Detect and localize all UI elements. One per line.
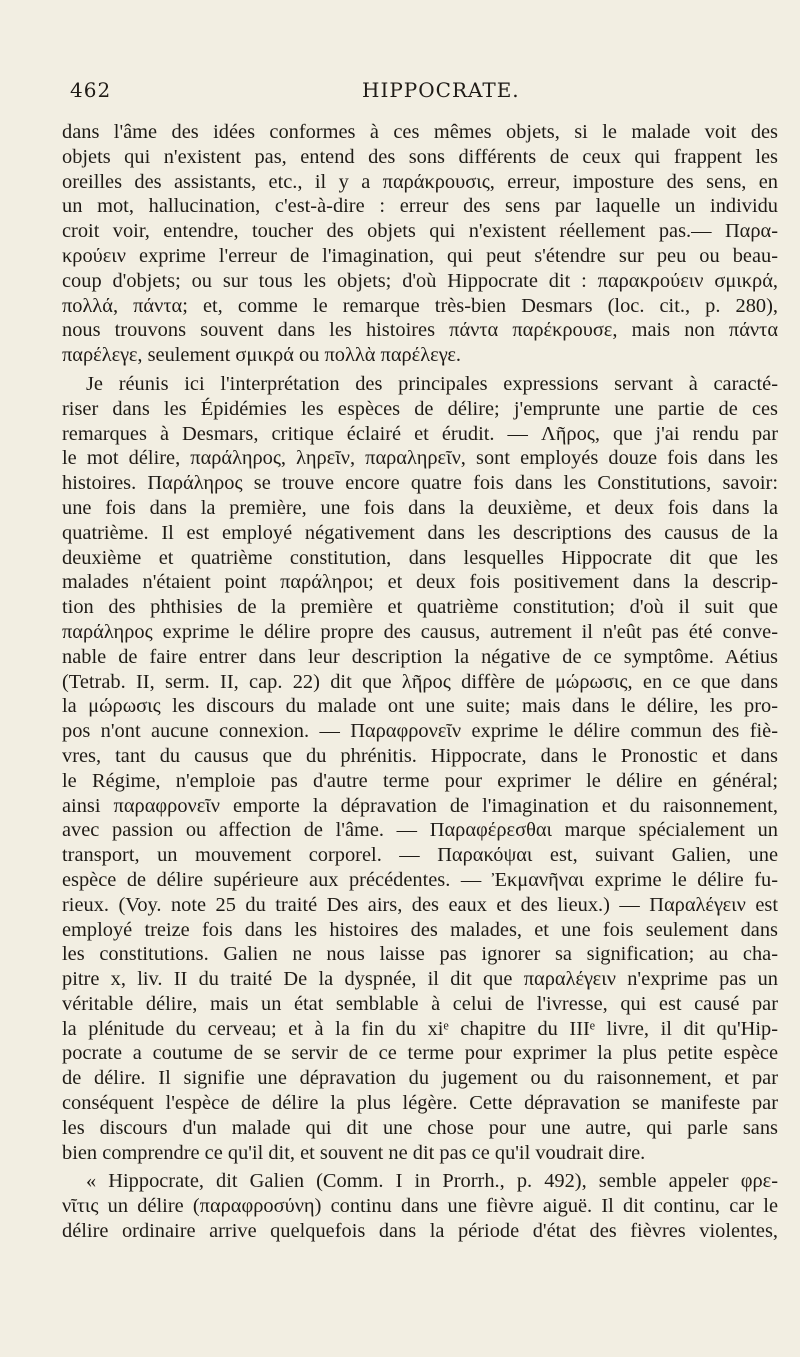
text-line: de délire. Il signifie une dépravation du jugement ou du raisonnement, et par xyxy=(62,1067,778,1090)
text-line: rieux. (Voy. note 25 du traité Des airs, des eaux et des lieux.) — Παραλέγειν est xyxy=(62,893,778,916)
text-line: dans l'âme des idées conformes à ces mêmes objets, si le malade voit des xyxy=(62,121,778,143)
text-line: conséquent l'espèce de délire la plus légère. Cette dépravation se manifeste par xyxy=(62,1092,778,1115)
text-line: pitre x, liv. II du traité De la dyspnée, il dit que παραλέγειν n'exprime pas un xyxy=(62,968,778,991)
text-line: les constitutions. Galien ne nous laisse pas ignorer sa signification; au cha- xyxy=(62,943,778,966)
text-line: « Hippocrate, dit Galien (Comm. I in Prorrh., p. 492), semble appeler φρε- xyxy=(86,1170,778,1193)
text-line: avec passion ou affection de l'âme. — Παραφέρεσθαι marque spécialement un xyxy=(62,819,778,842)
text-line: (Tetrab. II, serm. II, cap. 22) dit que λῆρος diffère de μώρωσις, en ce que dans xyxy=(62,670,778,693)
text-line: pocrate a coutume de se servir de ce terme pour exprimer la plus petite espèce xyxy=(62,1042,778,1065)
page-header xyxy=(62,78,778,112)
text-line: Je réunis ici l'interprétation des principales expressions servant à caracté- xyxy=(86,372,778,395)
text-line: nous trouvons souvent dans les histoires πάντα παρέκρουσε, mais non πάντα xyxy=(62,319,778,342)
page-number: 462 xyxy=(70,78,112,102)
paragraph-2 xyxy=(62,372,778,1166)
text-line: vres, tant du causus que du phrénitis. Hippocrate, dans le Pronostic et dans xyxy=(62,744,778,767)
text-line: oreilles des assistants, etc., il y a παράκρουσις, erreur, imposture des sens, en xyxy=(62,170,778,193)
text-line: pos n'ont aucune connexion. — Παραφρονεῖν exprime le délire commun des fiè- xyxy=(62,720,778,743)
text-line: deuxième et quatrième constitution, dans lesquelles Hippocrate dit que les xyxy=(62,546,778,569)
text-line: quatrième. Il est employé négativement dans les descriptions des causus de la xyxy=(62,521,778,544)
text-line: ainsi παραφρονεῖν emporte la dépravation de l'imagination et du raisonnement, xyxy=(62,794,778,817)
text-line: employé treize fois dans les histoires des malades, et une fois seulement dans xyxy=(62,918,778,941)
text-line: un mot, hallucination, c'est-à-dire : erreur des sens par laquelle un individu xyxy=(62,195,778,218)
text-line: coup d'objets; ou sur tous les objets; d'où Hippocrate dit : παρακρούειν σμικρά, xyxy=(62,269,778,292)
text-line: délire ordinaire arrive quelquefois dans la période d'état des fièvres violentes, xyxy=(62,1220,778,1243)
text-line: histoires. Παράληρος se trouve encore quatre fois dans les Constitutions, savoir: xyxy=(62,472,778,495)
text-line: παρέλεγε, seulement σμικρά ou πολλὰ παρέλεγε. xyxy=(62,344,462,367)
text-line: παράληρος exprime le délire propre des causus, autrement il n'eût pas été conve- xyxy=(62,620,778,643)
paragraph-3 xyxy=(62,1169,778,1243)
text-line: malades n'étaient point παράληροι; et deux fois positivement dans la descrip- xyxy=(62,571,778,594)
paragraph-1 xyxy=(62,120,778,368)
text-line: πολλά, πάντα; et, comme le remarque très-bien Desmars (loc. cit., p. 280), xyxy=(62,294,778,317)
text-line: espèce de délire supérieure aux précédentes. — Ἐκμανῆναι exprime le délire fu- xyxy=(62,868,778,891)
text-line: riser dans les Épidémies les espèces de délire; j'emprunte une partie de ces xyxy=(62,397,778,420)
text-line: tion des phthisies de la première et quatrième constitution; d'où il suit que xyxy=(62,596,778,619)
text-line: transport, un mouvement corporel. — Παρακόψαι est, suivant Galien, une xyxy=(62,844,778,867)
text-line: la plénitude du cerveau; et à la fin du xiᵉ chapitre du IIIᵉ livre, il dit qu'Hip- xyxy=(62,1017,778,1040)
text-line: le Régime, n'emploie pas d'autre terme pour exprimer le délire en général; xyxy=(62,769,778,792)
text-line: une fois dans la première, une fois dans la deuxième, et deux fois dans la xyxy=(62,496,778,519)
text-line: le mot délire, παράληρος, ληρεῖν, παραληρεῖν, sont employés douze fois dans les xyxy=(62,447,778,470)
text-line: κρούειν exprime l'erreur de l'imagination, qui peut s'étendre sur peu ou beau- xyxy=(62,244,778,267)
body-text xyxy=(62,120,778,1244)
text-line: véritable délire, mais un état semblable à celui de l'ivresse, qui est causé par xyxy=(62,992,778,1015)
text-line: objets qui n'existent pas, entend des sons différents de ceux qui frappent les xyxy=(62,145,778,168)
text-line: νῖτις un délire (παραφροσύνη) continu dans une fièvre aiguë. Il dit continu, car le xyxy=(62,1195,778,1218)
text-line: nable de faire entrer dans leur description la négative de ce symptôme. Aétius xyxy=(62,645,778,668)
text-line: croit voir, entendre, toucher des objets qui n'existent réellement pas.— Παρα- xyxy=(62,220,778,243)
text-line: la μώρωσις les discours du malade ont une suite; mais dans le délire, les pro- xyxy=(62,695,778,718)
text-line: les discours d'un malade qui dit une chose pour une autre, qui parle sans xyxy=(62,1116,778,1139)
running-title: HIPPOCRATE. xyxy=(362,78,520,102)
text-line: bien comprendre ce qu'il dit, et souvent ne dit pas ce qu'il voudrait dire. xyxy=(62,1141,646,1164)
text-line: remarques à Desmars, critique éclairé et érudit. — Λῆρος, que j'ai rendu par xyxy=(62,422,778,445)
